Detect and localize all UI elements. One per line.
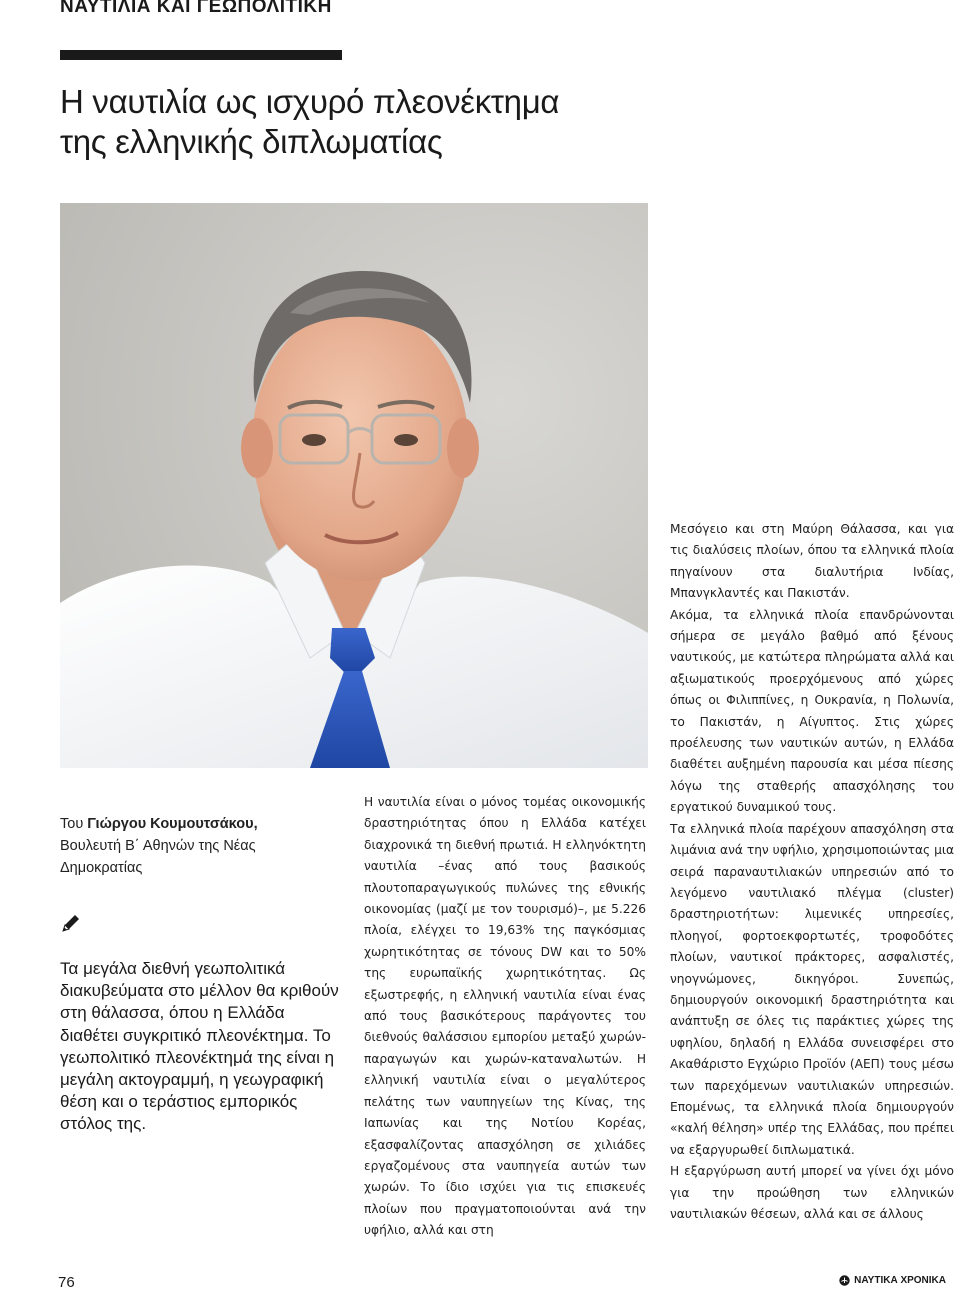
byline (60, 813, 340, 879)
byline-role-line-2: Δημοκρατίας (60, 860, 143, 876)
pen-icon (60, 912, 82, 934)
lead-paragraph: Τα μεγάλα διεθνή γεωπολιτικά διακυβεύματα στο μέλλον θα κριθούν στη θάλασσα, όπου η Ελλάδα διαθέτει συγκριτικό πλεονέκτημα. Το γεωπολιτικό πλεονέκτημά της είναι η μεγάλη ακτογραμμή, η γεωγραφική θέση και ο τεράστιος εμπορικός στόλος της. (60, 959, 339, 1134)
magazine-footer (839, 1275, 946, 1286)
headline-line-2: της ελληνικής διπλωματίας (60, 123, 443, 160)
title-rule (60, 50, 342, 60)
page-number: 76 (58, 1274, 75, 1291)
headline-line-1: Η ναυτιλία ως ισχυρό πλεονέκτημα (60, 83, 560, 120)
paragraph: Η ναυτιλία είναι ο μόνος τομέας οικονομικής δραστηριότητας όπου η Ελλάδα κατέχει διαχρονικά τη διεθνή πρωτιά. Η ελληνόκτητη ναυτιλία –ένας από τους βασικούς πλουτοπαραγωγικούς πυλώνες της εθνικής οικονομίας (μαζί με τον τουρισμό)–, με 5.226 πλοία, ελέγχει το 19,63% της παγκόσμιας χωρητικότητας σε τόνους DW και το 50% της ευρωπαϊκής χωρητικότητας. Ως εξωστρεφής, η ελληνική ναυτιλία είναι ένας από τους βασικότερους παράγοντες του διεθνούς θαλάσσιου εμπορίου μεταξύ χωρών-παραγωγών και χωρών-καταναλωτών. Η ελληνική ναυτιλία είναι ο μεγαλύτερος πελάτης των ναυπηγείων της Κίνας, της Ιαπωνίας και της Νοτίου Κορέας, εξασφαλίζοντας απασχόληση σε χιλιάδες εργαζομένους στα ναυπηγεία αυτών των χωρών. Το ίδιο ισχύει για τις επισκευές πλοίων που πραγματοποιούνται ανά την υφήλιο, αλλά και στη (364, 795, 646, 1238)
article-column-3 (670, 519, 954, 1225)
magazine-name: ΝΑΥΤΙΚΑ ΧΡΟΝΙΚΑ (854, 1275, 946, 1286)
byline-role-line-1: Βουλευτή Β΄ Αθηνών της Νέας (60, 838, 256, 854)
paragraph: Η εξαργύρωση αυτή μπορεί να γίνει όχι μόνο για την προώθηση των ελληνικών ναυτιλιακών θέσεων, αλλά και σε άλλους (670, 1164, 954, 1221)
section-label: ΝΑΥΤΙΛΙΑ ΚΑΙ ΓΕΩΠΟΛΙΤΙΚΗ (60, 0, 332, 17)
headline (60, 82, 620, 162)
article-column-2 (364, 792, 646, 1242)
paragraph: Ακόμα, τα ελληνικά πλοία επανδρώνονται σήμερα σε μεγάλο βαθμό από ξένους ναυτικούς, με κατώτερα πληρώματα αλλά και αξιωματικούς προερχόμενους από χώρες όπως οι Φιλιππίνες, η Ουκρανία, η Πολωνία, το Πακιστάν, η Αίγυπτος. Στις χώρες προέλευσης των ναυτικών αυτών, η Ελλάδα διαθέτει αυξημένη παρουσία και μέσα πίεσης λόγω της σταθερής απασχόλησης του εργατικού δυναμικού τους. (670, 607, 954, 815)
magazine-logo-icon (839, 1275, 850, 1286)
portrait-illustration (60, 203, 648, 768)
byline-prefix: Του (60, 816, 88, 832)
author-portrait-photo (60, 203, 648, 768)
paragraph: Μεσόγειο και στη Μαύρη Θάλασσα, και για τις διαλύσεις πλοίων, όπου τα ελληνικά πλοία πηγαίνουν στα διαλυτήρια Ινδίας, Μπανγκλαντές και Πακιστάν. (670, 522, 954, 601)
paragraph: Τα ελληνικά πλοία παρέχουν απασχόληση στα λιμάνια ανά την υφήλιο, χρησιμοποιώντας μια σειρά παραναυτιλιακών υπηρεσιών από το λεγόμενο ναυτιλιακό πλέγμα (cluster) δραστηριοτήτων: λιμενικές υπηρεσίες, πλοηγοί, φορτοεκφορτωτές, τροφοδότες πλοίων, ναυτικοί πράκτορες, ασφαλιστές, νηογνώμονες, δικηγόροι. Συνεπώς, δημιουργούν οικονομική δραστηριότητα και ανάπτυξη σε όλες τις παράκτιες χώρες της υφηλίου, δηλαδή η Ελλάδα συνεισφέρει στο Ακαθάριστο Εγχώριο Προϊόν (ΑΕΠ) τους μέσω των παρεχόμενων ναυτιλιακών υπηρεσιών. Επομένως, τα ελληνικά πλοία δημιουργούν «καλή θέληση» υπέρ της Ελλάδας, που πρέπει να εξαργυρωθεί διπλωματικά. (670, 821, 954, 1157)
byline-author: Γιώργου Κουμουτσάκου, (87, 816, 258, 832)
